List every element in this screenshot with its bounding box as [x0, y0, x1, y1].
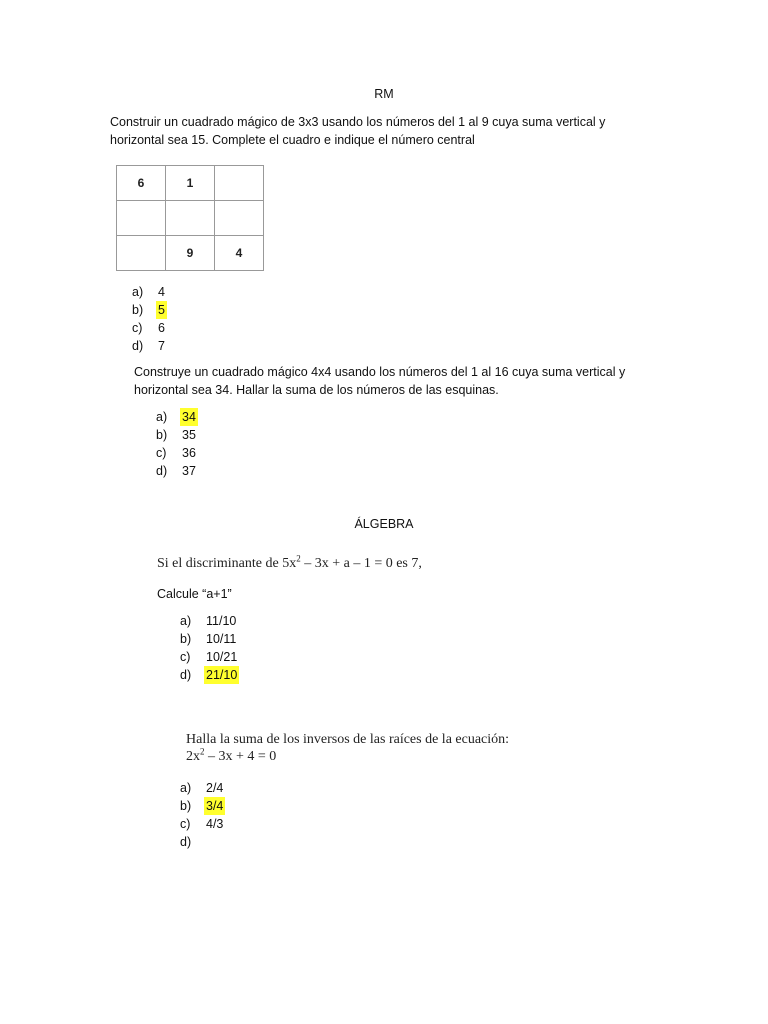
option-item: [180, 815, 225, 833]
question-4-options: [180, 779, 225, 851]
question-2-line-1: Construye un cuadrado mágico 4x4 usando los números del 1 al 16 cuya suma vertical y: [134, 365, 626, 379]
option-item: [180, 797, 225, 815]
question-4-eq-b: – 3x + 4 = 0: [204, 749, 277, 764]
option-letter: c): [132, 321, 143, 335]
option-item: [156, 426, 198, 444]
option-item: [156, 408, 198, 426]
option-letter: d): [180, 668, 192, 682]
option-value-highlighted: 5: [158, 303, 165, 317]
option-value: 7: [158, 339, 165, 353]
magic-square-3x3: [116, 165, 264, 271]
question-4-line-1: Halla la suma de los inversos de las raíces de la ecuación:: [186, 732, 510, 747]
option-letter: a): [180, 614, 192, 628]
question-2-statement: [134, 364, 694, 399]
question-3-prompt: Calcule “a+1”: [157, 587, 232, 601]
option-letter: b): [180, 799, 192, 813]
question-2-options: [156, 408, 198, 480]
option-value: 6: [158, 321, 165, 335]
option-item: [156, 462, 198, 480]
option-letter: d): [132, 339, 144, 353]
magic-square-row: [117, 201, 264, 236]
magic-square-cell: 1: [166, 166, 215, 201]
option-letter: a): [156, 410, 168, 424]
magic-square-cell: [117, 236, 166, 271]
option-letter: b): [180, 632, 192, 646]
question-3-options: [180, 612, 239, 684]
magic-square-row: [117, 236, 264, 271]
option-item: [132, 319, 167, 337]
option-item: [132, 283, 167, 301]
question-4-exponent: 2: [200, 746, 205, 757]
section-title-rm: RM: [374, 87, 394, 101]
question-1-line-1: Construir un cuadrado mágico de 3x3 usando los números del 1 al 9 cuya suma vertical y: [110, 115, 606, 129]
option-value: 35: [182, 428, 196, 442]
option-letter: c): [180, 817, 191, 831]
magic-square-cell: [166, 201, 215, 236]
magic-square-cell: [117, 201, 166, 236]
option-letter: c): [180, 650, 191, 664]
option-value: 4/3: [206, 817, 224, 831]
option-item: [132, 301, 167, 319]
option-item: [180, 833, 225, 851]
question-3-exponent: 2: [296, 553, 301, 564]
question-4-eq-a: 2x: [186, 749, 200, 764]
option-letter: c): [156, 446, 167, 460]
question-3-text-a: Si el discriminante de 5x: [157, 556, 297, 571]
option-item: [180, 612, 239, 630]
option-letter: b): [156, 428, 168, 442]
option-letter: a): [180, 781, 192, 795]
option-item: [180, 630, 239, 648]
section-title-algebra: ÁLGEBRA: [354, 517, 414, 531]
option-value: 36: [182, 446, 196, 460]
magic-square-cell: [215, 201, 264, 236]
option-item: [180, 648, 239, 666]
option-letter: b): [132, 303, 144, 317]
magic-square-row: [117, 166, 264, 201]
question-1-statement: [110, 114, 670, 149]
option-letter: d): [180, 835, 192, 849]
option-item: [156, 444, 198, 462]
magic-square-cell: [215, 166, 264, 201]
option-value-highlighted: 3/4: [206, 799, 224, 813]
question-4-statement: [186, 731, 509, 765]
magic-square-cell: 6: [117, 166, 166, 201]
question-3-text-b: – 3x + a – 1 = 0 es 7,: [300, 556, 422, 571]
option-value: 4: [158, 285, 165, 299]
question-1-line-2: horizontal sea 15. Complete el cuadro e indique el número central: [110, 132, 475, 147]
magic-square-cell: 4: [215, 236, 264, 271]
option-value: 2/4: [206, 781, 224, 795]
question-4-equation: [186, 748, 509, 765]
option-value: 10/21: [206, 650, 238, 664]
option-letter: d): [156, 464, 168, 478]
option-value: 11/10: [206, 614, 237, 628]
option-letter: a): [132, 285, 144, 299]
option-item: [180, 779, 225, 797]
option-value: 37: [182, 464, 196, 478]
option-item: [132, 337, 167, 355]
question-3-statement: [157, 553, 422, 572]
question-1-options: [132, 283, 167, 355]
option-value: 10/11: [206, 632, 237, 646]
option-item: [180, 666, 239, 684]
option-value-highlighted: 34: [182, 410, 196, 424]
magic-square-cell: 9: [166, 236, 215, 271]
option-value-highlighted: 21/10: [206, 668, 238, 682]
question-2-line-2: horizontal sea 34. Hallar la suma de los números de las esquinas.: [134, 382, 499, 397]
